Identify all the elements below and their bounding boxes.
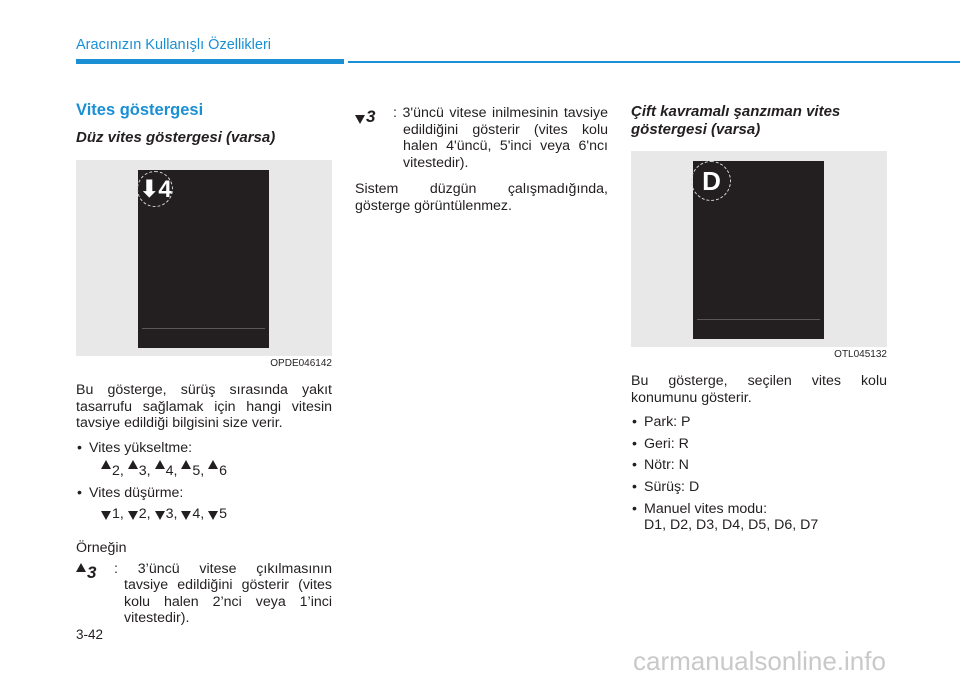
gear-value: 3 <box>165 505 174 522</box>
example-down-symbol: 3 <box>355 107 375 127</box>
intro-text: Bu gösterge, seçilen vites kolu konumunu gösterir. <box>631 373 887 406</box>
example-upshift <box>76 561 332 627</box>
figure-code: OPDE046142 <box>270 358 332 369</box>
figure-code: OTL045132 <box>834 349 887 360</box>
column-2 <box>355 100 608 215</box>
down-arrow-icon <box>181 511 191 520</box>
note-text: Sistem düzgün çalışmadığında, gösterge görüntülenmez. <box>355 181 608 214</box>
up-arrow-icon <box>101 460 111 469</box>
up-arrow-icon <box>76 563 86 572</box>
manual-mode-item <box>631 501 887 534</box>
up-arrow-icon <box>155 460 165 469</box>
cluster-screen <box>693 161 824 339</box>
figure-dct-gear-indicator <box>631 151 887 347</box>
upshift-sequence: 2, 3, 4, 5, 6 <box>89 460 332 480</box>
down-arrow-icon <box>128 511 138 520</box>
up-arrow-icon <box>181 460 191 469</box>
example-up-text: : 3’üncü vitese çıkılmasının tavsiye edildiğini gösterir (vites kolu halen 2’nci veya 1’inci vitestedir). <box>114 560 332 627</box>
example-down-text: : 3'üncü vitese inilmesinin tavsiye edildiğini gösterir (vites kolu halen 4'üncü, 5'inci veya 6'ncı vitestedir). <box>393 105 608 171</box>
screen-line <box>697 319 820 320</box>
screen-line <box>142 328 265 329</box>
list-item: • Park: P <box>631 414 887 431</box>
page-number: 3-42 <box>76 627 104 642</box>
gear-value: 2 <box>138 505 147 522</box>
column-1 <box>76 100 332 627</box>
gear-value: 4 <box>192 505 201 522</box>
header-rule-thick <box>76 59 344 64</box>
manual-mode-values: D1, D2, D3, D4, D5, D6, D7 <box>644 517 819 534</box>
downshift-item <box>76 485 332 523</box>
gear-value: 2 <box>112 463 120 480</box>
manual-mode-label: Manuel vites modu: <box>644 500 768 517</box>
upshift-item <box>76 440 332 481</box>
column-3 <box>631 100 887 539</box>
intro-text: Bu gösterge, sürüş sırasında yakıt tasarrufu sağlamak için hangi vitesin tavsiye edildiği bilgisini size verir. <box>76 382 332 432</box>
subsection-title-dct: Çift kavramalı şanzıman vites göstergesi (varsa) <box>631 103 841 138</box>
gear-value: 1 <box>112 505 120 522</box>
gear-badge-text: ⬇4 <box>139 175 171 203</box>
down-arrow-icon <box>155 511 165 520</box>
gear-value: 5 <box>219 505 228 522</box>
gear-badge <box>137 171 173 207</box>
list-item: • Sürüş: D <box>631 479 887 496</box>
up-arrow-icon <box>208 460 218 469</box>
gear-value: 4 <box>165 463 174 480</box>
down-arrow-icon <box>355 115 365 124</box>
gear-badge-text: D <box>702 165 720 196</box>
header-title: Aracınızın Kullanışlı Özellikleri <box>76 37 272 53</box>
gear-value: 3 <box>138 463 147 480</box>
header-rule-thin <box>348 61 960 63</box>
figure-manual-gear-indicator <box>76 160 332 356</box>
downshift-label: Vites düşürme: <box>89 485 184 502</box>
down-arrow-icon <box>208 511 218 520</box>
up-arrow-icon <box>128 460 138 469</box>
watermark: carmanualsonline.info <box>633 646 886 676</box>
example-downshift <box>355 105 608 171</box>
downshift-sequence: 1, 2, 3, 4, 5 <box>89 506 332 523</box>
upshift-label: Vites yükseltme: <box>89 439 193 456</box>
list-item: • Nötr: N <box>631 457 887 474</box>
example-label: Örneğin <box>76 539 127 556</box>
list-item: • Geri: R <box>631 436 887 453</box>
gear-value: 5 <box>192 463 201 480</box>
gear-value: 6 <box>219 463 228 480</box>
subsection-title-manual: Düz vites göstergesi (varsa) <box>76 129 276 146</box>
down-arrow-icon <box>101 511 111 520</box>
example-up-symbol: 3 <box>76 563 96 583</box>
section-title: Vites göstergesi <box>76 101 204 119</box>
cluster-screen <box>138 170 269 348</box>
gear-badge <box>691 161 731 201</box>
